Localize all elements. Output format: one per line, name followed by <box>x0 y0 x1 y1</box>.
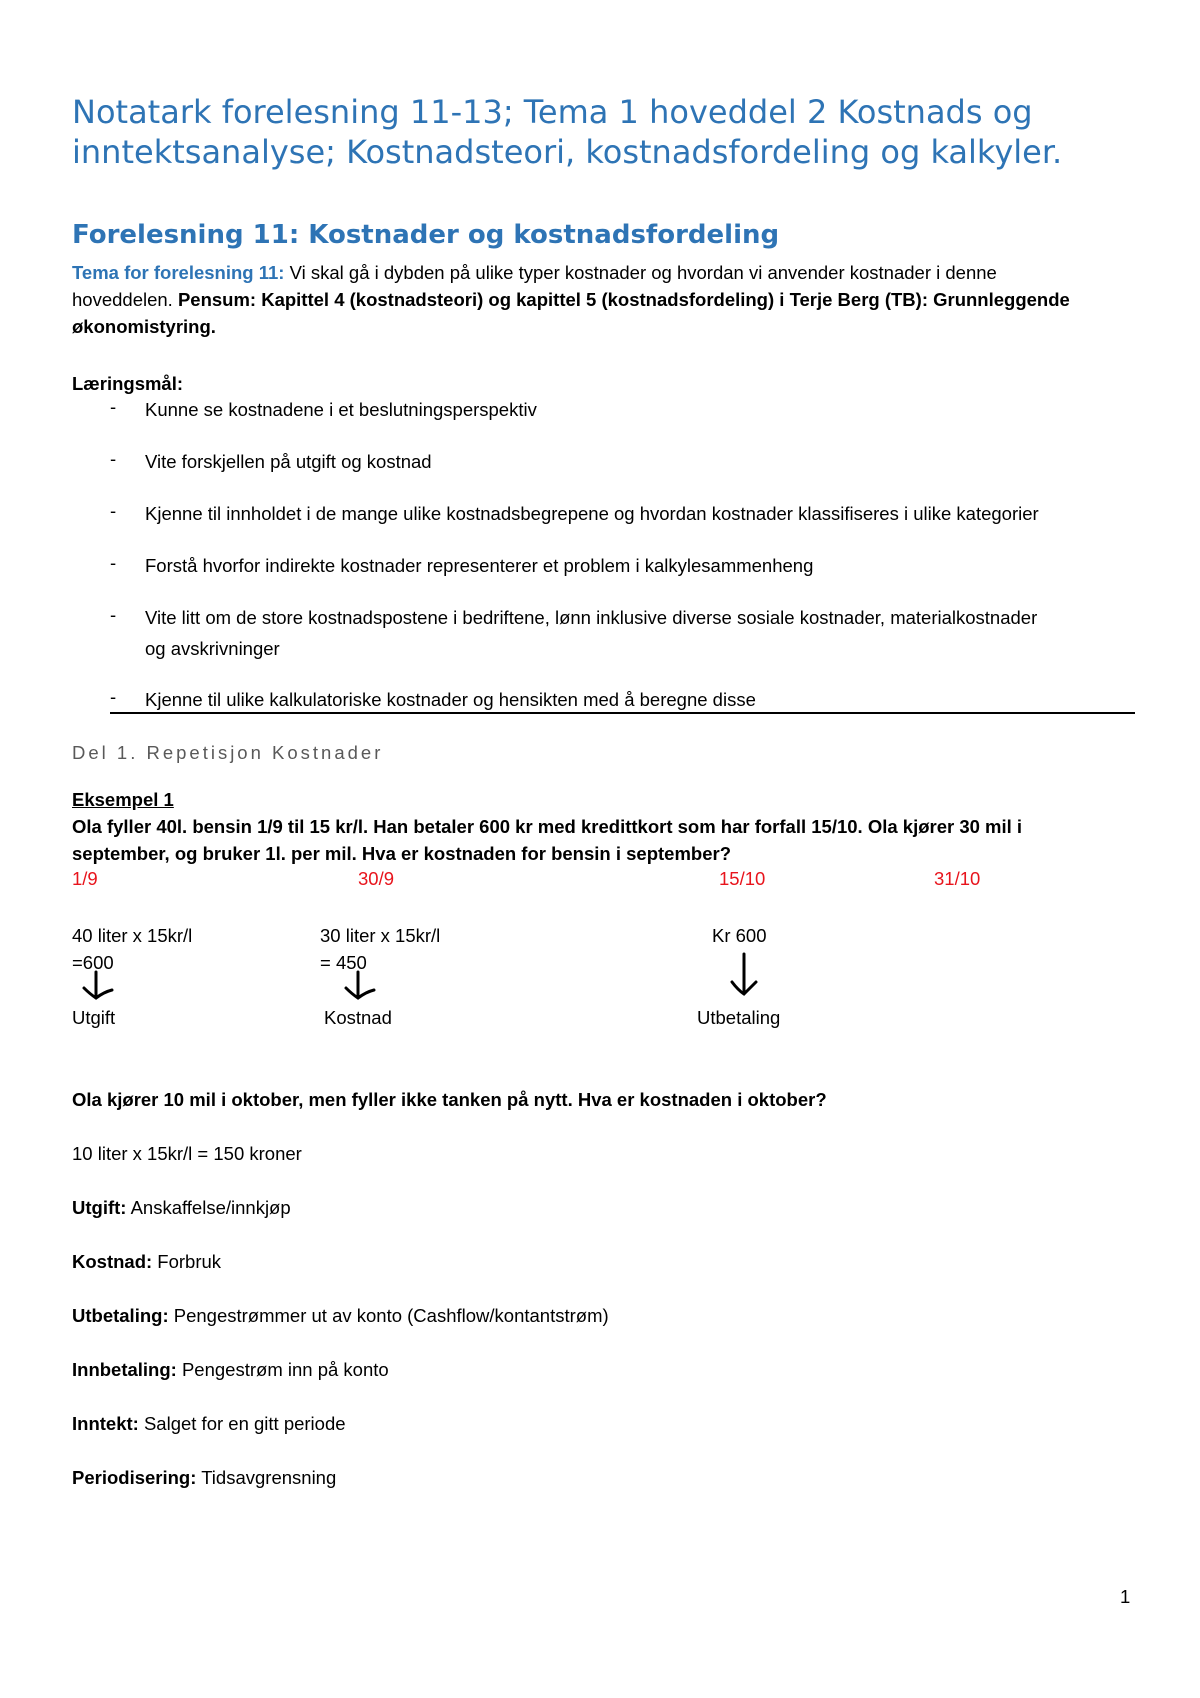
lecture-heading: Forelesning 11: Kostnader og kostnadsfordeling <box>72 220 780 250</box>
definition-item <box>72 1464 336 1491</box>
definition-term: Utbetaling: <box>72 1305 169 1326</box>
label-utbetaling: Utbetaling <box>697 1007 781 1028</box>
calc-utgift-line-1: 40 liter x 15kr/l <box>72 925 193 946</box>
bullet-dash: - <box>110 552 117 573</box>
bullet-dash: - <box>110 448 117 469</box>
goal-item: Kjenne til ulike kalkulatoriske kostnader og hensikten med å beregne disse <box>145 689 756 710</box>
pensum-text: Pensum: Kapittel 4 (kostnadsteori) og kapittel 5 (kostnadsfordeling) i Terje Berg (TB): Grunnleggende <box>177 289 1070 310</box>
goal-item: Forstå hvorfor indirekte kostnader representerer et problem i kalkylesammenheng <box>145 555 814 576</box>
definition-text: Forbruk <box>152 1251 222 1272</box>
example-text-line-1: Ola fyller 40l. bensin 1/9 til 15 kr/l. Han betaler 600 kr med kredittkort som har forfall 15/10. Ola kjører 30 mil i <box>72 816 1023 837</box>
answer-october: 10 liter x 15kr/l = 150 kroner <box>72 1143 302 1164</box>
label-utgift: Utgift <box>72 1007 116 1028</box>
tema-paragraph-line-1 <box>72 259 997 286</box>
section-heading: Del 1. Repetisjon Kostnader <box>72 742 384 763</box>
tema-text-continued: hoveddelen. <box>72 289 178 310</box>
tema-paragraph-line-2 <box>72 286 1070 313</box>
document-title-line-1: Notatark forelesning 11-13; Tema 1 hoveddel 2 Kostnads og <box>72 93 1033 131</box>
goal-item: Vite forskjellen på utgift og kostnad <box>145 451 432 472</box>
definition-item <box>72 1410 346 1437</box>
timeline-date: 30/9 <box>358 868 395 889</box>
definition-term: Kostnad: <box>72 1251 153 1272</box>
calc-utbetaling-line-1: Kr 600 <box>712 925 767 946</box>
down-arrow-icon <box>78 970 118 1002</box>
definition-text: Salget for en gitt periode <box>138 1413 346 1434</box>
timeline-date: 31/10 <box>934 868 981 889</box>
definition-term: Periodisering: <box>72 1467 197 1488</box>
goal-item: Vite litt om de store kostnadspostene i bedriftene, lønn inklusive diverse sosiale kostnader, materialkostnader <box>145 607 1038 628</box>
definition-text: Pengestrøm inn på konto <box>176 1359 389 1380</box>
bullet-dash: - <box>110 396 117 417</box>
example-title: Eksempel 1 <box>72 789 174 810</box>
bullet-dash: - <box>110 604 117 625</box>
goal-item-continued: og avskrivninger <box>145 638 280 659</box>
down-arrow-icon <box>340 970 380 1002</box>
definition-item <box>72 1194 291 1221</box>
bullet-dash: - <box>110 500 117 521</box>
example-text-line-2: september, og bruker 1l. per mil. Hva er kostnaden for bensin i september? <box>72 843 731 864</box>
definition-term: Inntekt: <box>72 1413 139 1434</box>
page-number: 1 <box>1120 1586 1131 1607</box>
down-arrow-icon <box>726 952 762 998</box>
question-october: Ola kjører 10 mil i oktober, men fyller ikke tanken på nytt. Hva er kostnaden i oktober? <box>72 1089 827 1110</box>
definition-item <box>72 1248 221 1275</box>
goal-item: Kunne se kostnadene i et beslutningsperspektiv <box>145 399 537 420</box>
definition-text: Anskaffelse/innkjøp <box>126 1197 291 1218</box>
definition-item <box>72 1302 609 1329</box>
learning-goals-label: Læringsmål: <box>72 373 184 394</box>
timeline-date: 15/10 <box>719 868 766 889</box>
horizontal-rule <box>110 712 1135 714</box>
goal-item: Kjenne til innholdet i de mange ulike kostnadsbegrepene og hvordan kostnader klassifiseres i ulike kategorier <box>145 503 1039 524</box>
timeline-date: 1/9 <box>72 868 98 889</box>
definition-item <box>72 1356 389 1383</box>
definition-term: Innbetaling: <box>72 1359 177 1380</box>
bullet-dash: - <box>110 686 117 707</box>
calc-kostnad-line-1: 30 liter x 15kr/l <box>320 925 441 946</box>
calc-kostnad-line-2: = 450 <box>320 952 367 973</box>
pensum-text-continued: økonomistyring. <box>72 316 216 337</box>
calc-utgift-line-2: =600 <box>72 952 114 973</box>
document-title-line-2: inntektsanalyse; Kostnadsteori, kostnadsfordeling og kalkyler. <box>72 133 1063 171</box>
definition-text: Pengestrømmer ut av konto (Cashflow/kontantstrøm) <box>168 1305 609 1326</box>
definition-text: Tidsavgrensning <box>196 1467 337 1488</box>
tema-label: Tema for forelesning 11: <box>72 262 285 283</box>
tema-text: Vi skal gå i dybden på ulike typer kostnader og hvordan vi anvender kostnader i denne <box>284 262 997 283</box>
definition-term: Utgift: <box>72 1197 127 1218</box>
label-kostnad: Kostnad <box>324 1007 392 1028</box>
